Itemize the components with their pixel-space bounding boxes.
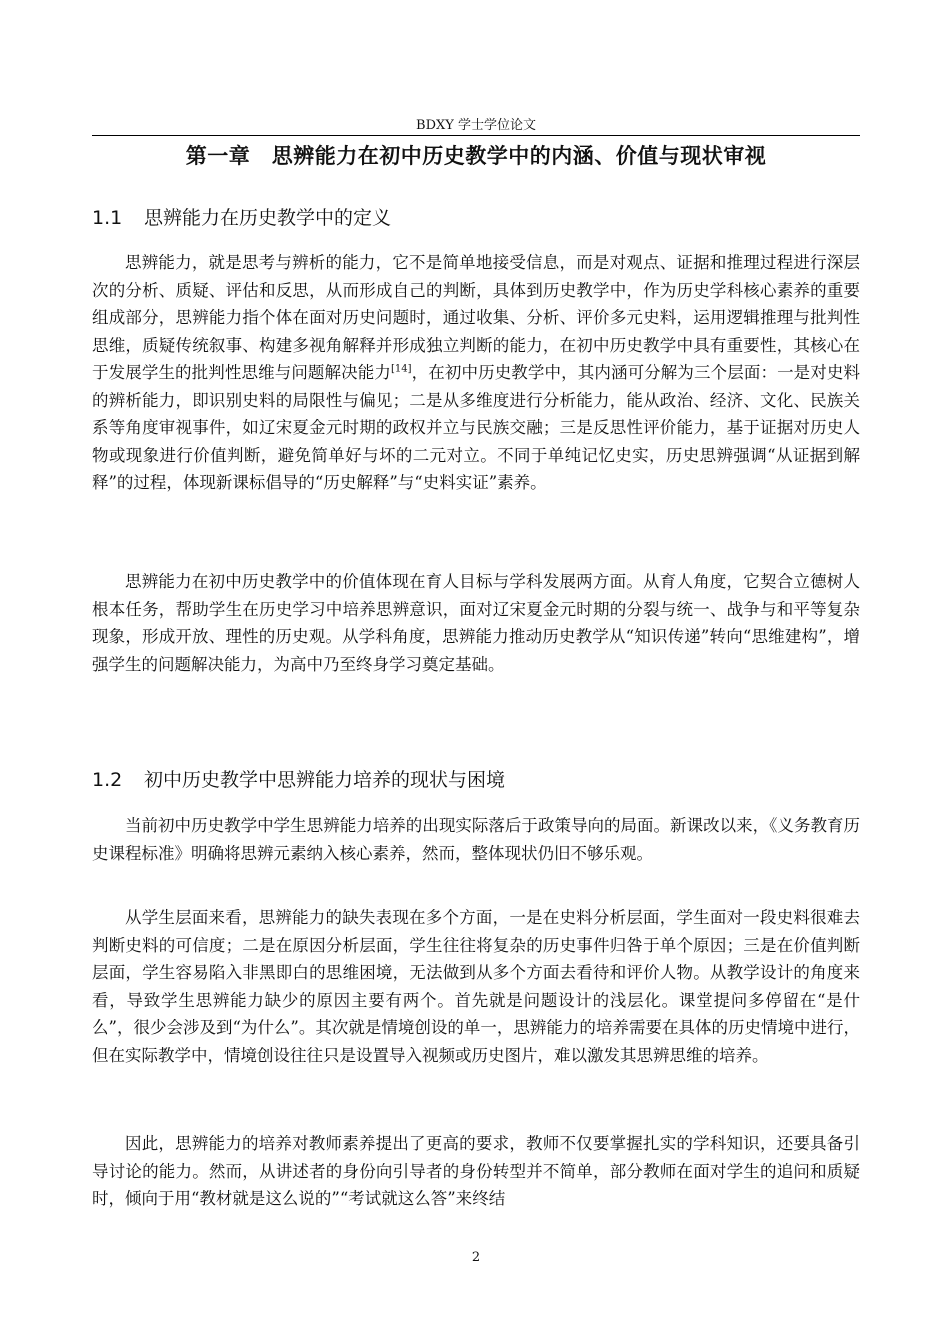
paragraph-text: ，在初中历史教学中，其内涵可分解为三个层面：一是对史料的辨析能力，即识别史料的局限性与偏见；二是从多维度进行分析能力，能从政治、经济、文化、民族关系等角度审视事件，如辽宋夏金元时期的政权并立与民族交融；三是反思性评价能力，基于证据对历史人物或现象进行价值判断，避免简单好与坏的二元对立。不同于单纯记忆史实，历史思辨强调“从证据到解释”的过程，体现新课标倡导的“历史解释”与“史料实证”素养。 [92, 363, 861, 492]
section-title: 初中历史教学中思辨能力培养的现状与困境 [144, 769, 506, 791]
paragraph [92, 249, 860, 497]
section-number: 1.1 [92, 207, 123, 229]
paragraph: 当前初中历史教学中学生思辨能力培养的出现实际落后于政策导向的局面。新课改以来，《义务教育历史课程标准》明确将思辨元素纳入核心素养，然而，整体现状仍旧不够乐观。 [92, 816, 860, 863]
section-heading-1-1 [92, 204, 391, 232]
section-title: 思辨能力在历史教学中的定义 [144, 207, 392, 229]
header-rule [92, 135, 860, 136]
chapter-title: 第一章 思辨能力在初中历史教学中的内涵、价值与现状审视 [185, 144, 767, 168]
paragraph: 因此，思辨能力的培养对教师素养提出了更高的要求，教师不仅要掌握扎实的学科知识，还要具备引导讨论的能力。然而，从讲述者的身份向引导者的身份转型并不简单，部分教师在面对学生的追问和质疑时，倾向于用“教材就是这么说的”“考试就这么答”来终结 [92, 1134, 860, 1208]
section-heading-1-2 [92, 766, 505, 794]
section-number: 1.2 [92, 769, 123, 791]
paragraph: 从学生层面来看，思辨能力的缺失表现在多个方面，一是在史料分析层面，学生面对一段史料很难去判断史料的可信度；二是在原因分析层面，学生往往将复杂的历史事件归咎于单个原因；三是在价值判断层面，学生容易陷入非黑即白的思维困境，无法做到从多个方面去看待和评价人物。从教学设计的角度来看，导致学生思辨能力缺少的原因主要有两个。首先就是问题设计的浅层化。课堂提问多停留在“是什么”，很少会涉及到“为什么”。其次就是情境创设的单一，思辨能力的培养需要在具体的历史情境中进行，但在实际教学中，情境创设往往只是设置导入视频或历史图片，难以激发其思辨思维的培养。 [92, 908, 860, 1065]
citation-marker: [14] [391, 363, 412, 375]
page-number: 2 [471, 1250, 481, 1265]
running-header: BDXY 学士学位论文 [416, 118, 536, 133]
paragraph-text: 思辨能力，就是思考与辨析的能力，它不是简单地接受信息，而是对观点、证据和推理过程进行深层次的分析、质疑、评估和反思，从而形成自己的判断，具体到历史教学中，作为历史学科核心素养的重要组成部分，思辨能力指个体在面对历史问题时，通过收集、分析、评价多元史料，运用逻辑推理与批判性思维，质疑传统叙事、构建多视角解释并形成独立判断的能力，在初中历史教学中具有重要性，其核心在于发展学生的批判性思维与问题解决能力 [92, 253, 860, 382]
paragraph: 思辨能力在初中历史教学中的价值体现在育人目标与学科发展两方面。从育人角度，它契合立德树人根本任务，帮助学生在历史学习中培养思辨意识，面对辽宋夏金元时期的分裂与统一、战争与和平等复杂现象，形成开放、理性的历史观。从学科角度，思辨能力推动历史教学从“知识传递”转向“思维建构”，增强学生的问题解决能力，为高中乃至终身学习奠定基础。 [92, 572, 860, 674]
